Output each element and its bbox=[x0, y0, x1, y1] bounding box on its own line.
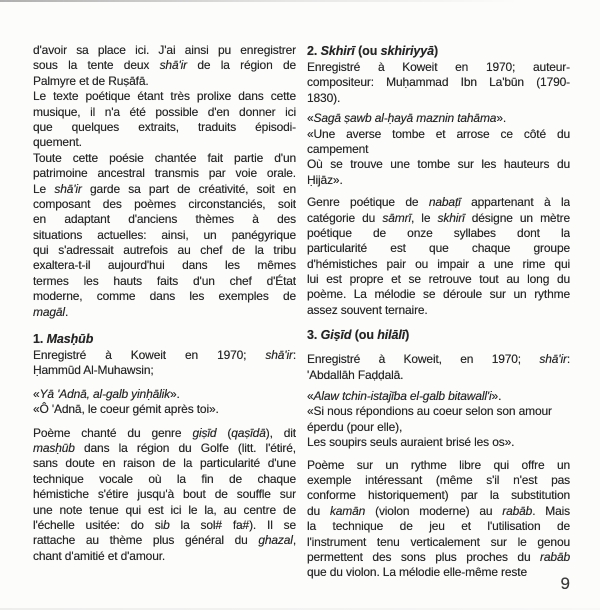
para-line: situations actuelles: ainsi, un panégyrique bbox=[33, 227, 296, 242]
heading-line: 3. Giṣīd (ou hilālī) bbox=[307, 328, 410, 343]
para-line: Enregistré à Koweit en 1970; auteur- bbox=[307, 60, 570, 74]
para-line: que quelques extraits, traduits épisodi- bbox=[33, 119, 296, 134]
quote-line: «Une averse tombe et arrose ce côté du bbox=[307, 126, 570, 141]
para-line: technique vocale où la fin de chaque bbox=[33, 471, 296, 486]
para-line: Enregistré à Koweit en 1970; shā'ir: bbox=[33, 348, 296, 363]
right-column bbox=[307, 44, 570, 581]
quote-line: «Alaw tchin-istajība el-galb bitawall'i». bbox=[307, 389, 502, 404]
para-line: lui est propre et se retrouve tout au long du bbox=[307, 272, 570, 287]
quote-line: «Yā 'Adnā, al-galb yinḥālik». bbox=[33, 386, 180, 401]
para-line: catégorie du sāmrī, le skhirī désigne un mètre bbox=[307, 210, 570, 225]
para-line: que du violon. La mélodie elle-même reste bbox=[307, 565, 527, 580]
para-line: exemple intéressant (même s'il n'est pas bbox=[307, 472, 570, 487]
quote-block bbox=[307, 389, 570, 451]
para-line: Le shā'ir garde sa part de créativité, soit en bbox=[33, 181, 296, 196]
para-line: exaltera-t-il aujourd'hui dans les mêmes bbox=[33, 258, 296, 273]
para-line: Genre poétique de nabaṭī appartenant à la bbox=[307, 195, 570, 210]
para-line: masḥūb dans la région du Golfe (litt. l'étiré, bbox=[33, 440, 296, 455]
paragraph bbox=[307, 195, 570, 318]
quote-line: «Si nous répondions au coeur selon son amour bbox=[307, 404, 552, 419]
para-line: assez souvent ternaire. bbox=[307, 302, 428, 317]
quote-line: Les soupirs seuls auraient brisé les os». bbox=[307, 435, 515, 450]
para-line: moderne, comme dans les exemples de bbox=[33, 289, 296, 304]
para-line: quement. bbox=[33, 135, 82, 150]
para-line: patrimoine ancestral transmis par voie orale. bbox=[33, 166, 296, 181]
paragraph bbox=[33, 348, 296, 379]
quote-line: Où se trouve une tombe sur les hauteurs du bbox=[307, 157, 570, 172]
para-line: Poème sur un rythme libre qui offre un bbox=[307, 457, 570, 472]
paragraph bbox=[33, 89, 296, 151]
para-line: d'hémistiches pair ou impair a une rime qui bbox=[307, 256, 570, 271]
para-line: poème. La mélodie se déroule sur un rythme bbox=[307, 287, 570, 302]
quote-block bbox=[33, 387, 296, 418]
quote-block bbox=[307, 111, 570, 188]
paragraph bbox=[33, 151, 296, 320]
paragraph bbox=[307, 458, 570, 581]
section-heading bbox=[33, 332, 296, 348]
para-line: 'Abdallāh Faḍḍalā. bbox=[307, 367, 404, 382]
para-line: composant des poèmes circonstanciés, soit bbox=[33, 196, 296, 211]
heading-line: 1. Masḥūb bbox=[33, 332, 94, 347]
para-line: musique, il n'a été possible d'en donner ici bbox=[33, 104, 296, 119]
para-line: l'instrument tenu verticalement sur le genou bbox=[307, 534, 570, 549]
para-line: Ḥammūd Al-Muhawsin; bbox=[33, 363, 154, 378]
quote-line: éperdu (pour elle), bbox=[307, 419, 403, 434]
para-line: conforme historiquement) par la substitution bbox=[307, 488, 570, 503]
para-line: particularité est que chaque groupe bbox=[307, 241, 570, 256]
para-line: permettent des sons plus proches du rabāb bbox=[307, 549, 570, 564]
para-line: sous la tente deux shā'ir de la région de bbox=[33, 58, 296, 73]
quote-line: Ḥijāz». bbox=[307, 172, 343, 187]
para-line: poétique de onze syllabes dont la bbox=[307, 225, 570, 240]
para-line: chant d'amitié et d'amour. bbox=[33, 548, 166, 563]
scan-edge-artifact-top bbox=[0, 0, 520, 2]
para-line: une note tenue qui est ici le la, au centre de bbox=[33, 502, 296, 517]
para-line: Le texte poétique étant très prolixe dans cette bbox=[33, 89, 296, 104]
para-line: d'avoir sa place ici. J'ai ainsi pu enregistrer bbox=[33, 43, 296, 57]
quote-line: «Ô 'Adnā, le coeur gémit après toi». bbox=[33, 402, 219, 417]
para-line: Palmyre et de Ruṣāfā. bbox=[33, 73, 149, 88]
para-line: hémistiche s'étire jusqu'à bout de souffle sur bbox=[33, 487, 296, 502]
page-number: 9 bbox=[560, 574, 570, 593]
para-line: rattache au thème plus général du ghazal, bbox=[33, 533, 296, 548]
para-line: qui s'adressait autrefois au chef de la tribu bbox=[33, 243, 296, 258]
para-line: la technique de jeu et l'utilisation de bbox=[307, 519, 570, 534]
para-line: sans doute en raison de la particularité d'une bbox=[33, 456, 296, 471]
section-heading bbox=[307, 44, 570, 60]
paragraph bbox=[307, 352, 570, 383]
quote-line: campement bbox=[307, 141, 369, 156]
heading-line: 2. Skhirī (ou skhiriyyā) bbox=[307, 44, 439, 58]
paragraph bbox=[307, 60, 570, 106]
para-line: du kamān (violon moderne) au rabāb. Mais bbox=[307, 503, 570, 518]
para-line: Poème chanté du genre giṣīd (qaṣīdā), dit bbox=[33, 425, 296, 440]
para-line: l'échelle usitée: do sib la sol# fa#). Il se bbox=[33, 517, 296, 532]
para-line: compositeur: Muḥammad Ibn La'būn (1790- bbox=[307, 75, 570, 90]
para-line: termes les hauts faits d'un chef d'État bbox=[33, 273, 296, 288]
para-line: magāl. bbox=[33, 304, 69, 319]
section-heading bbox=[307, 328, 570, 344]
para-line: en adaptant d'anciens thèmes à des bbox=[33, 212, 296, 227]
paragraph bbox=[33, 43, 296, 89]
quote-line: «Sagā ṣawb al-ḥayā maznin tahāma». bbox=[307, 111, 507, 126]
para-line: Enregistré à Koweit, en 1970; shā'ir: bbox=[307, 352, 570, 367]
para-line: 1830). bbox=[307, 90, 341, 105]
left-column bbox=[33, 43, 296, 564]
para-line: Toute cette poésie chantée fait partie d'un bbox=[33, 150, 296, 165]
paragraph bbox=[33, 426, 296, 565]
